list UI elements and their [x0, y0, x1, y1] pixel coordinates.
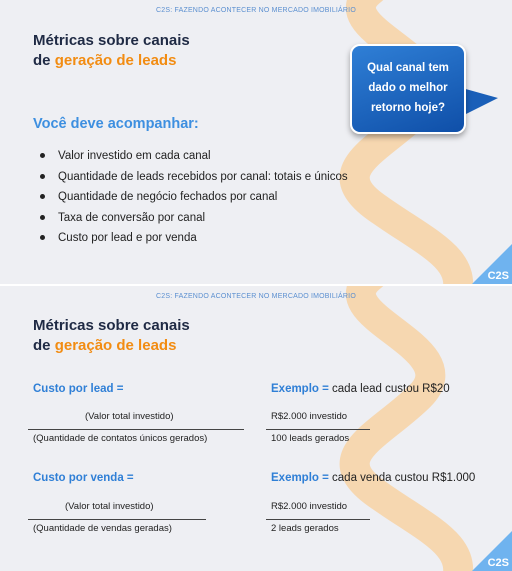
cpv-numerator: (Valor total investido) — [65, 501, 154, 512]
example-2 — [271, 472, 475, 484]
fraction-line — [28, 429, 244, 430]
c2s-logo: C2S — [487, 270, 509, 282]
slide-header: C2S: FAZENDO ACONTECER NO MERCADO IMOBILIÁRIO — [156, 7, 356, 14]
corner-logo — [472, 531, 512, 571]
list-item: Taxa de conversão por canal — [38, 208, 348, 229]
example-2-label: Exemplo = — [271, 472, 329, 484]
page-title — [33, 316, 190, 356]
list-item: Quantidade de negócio fechados por canal — [38, 187, 348, 208]
list-item: Custo por lead e por venda — [38, 228, 348, 249]
c2s-logo: C2S — [487, 557, 509, 569]
title-line-1: Métricas sobre canais — [33, 32, 190, 49]
fraction-line — [266, 429, 370, 430]
list-item: Valor investido em cada canal — [38, 146, 348, 167]
bubble-line-3: retorno hoje? — [370, 102, 446, 114]
fraction-line — [266, 519, 370, 520]
bubble-line-2: dado o melhor — [368, 82, 448, 94]
ex2-numerator: R$2.000 investido — [271, 501, 348, 512]
ex2-denominator: 2 leads gerados — [271, 523, 339, 534]
title-prefix: de — [33, 337, 55, 354]
bullet-list — [38, 146, 348, 249]
example-1-text: cada lead custou R$20 — [328, 383, 450, 395]
cpl-numerator: (Valor total investido) — [85, 411, 174, 422]
list-item: Quantidade de leads recebidos por canal: totais e únicos — [38, 167, 348, 188]
ex1-denominator: 100 leads gerados — [271, 433, 350, 444]
ex1-numerator: R$2.000 investido — [271, 411, 348, 422]
page-title — [33, 31, 190, 71]
cpl-denominator: (Quantidade de contatos únicos gerados) — [33, 433, 208, 444]
cost-per-sale-label: Custo por venda = — [33, 472, 134, 484]
speech-bubble-tail — [462, 88, 498, 116]
example-2-text: cada venda custou R$1.000 — [328, 472, 476, 484]
slide-header: C2S: FAZENDO ACONTECER NO MERCADO IMOBILIÁRIO — [156, 293, 356, 300]
title-line-2 — [33, 336, 190, 356]
slide-1 — [0, 0, 512, 284]
title-line-2 — [33, 51, 190, 71]
subtitle: Você deve acompanhar: — [33, 116, 199, 132]
title-highlight: geração de leads — [54, 52, 177, 69]
title-prefix: de — [33, 52, 55, 69]
example-1 — [271, 383, 450, 395]
title-highlight: geração de leads — [54, 337, 177, 354]
bubble-line-1: Qual canal tem — [367, 62, 449, 74]
example-1-label: Exemplo = — [271, 383, 329, 395]
title-line-1: Métricas sobre canais — [33, 317, 190, 334]
slide-2 — [0, 286, 512, 571]
speech-bubble — [350, 44, 466, 134]
cpv-denominator: (Quantidade de vendas geradas) — [33, 523, 172, 534]
corner-logo — [472, 244, 512, 284]
cost-per-lead-label: Custo por lead = — [33, 383, 124, 395]
fraction-line — [28, 519, 206, 520]
